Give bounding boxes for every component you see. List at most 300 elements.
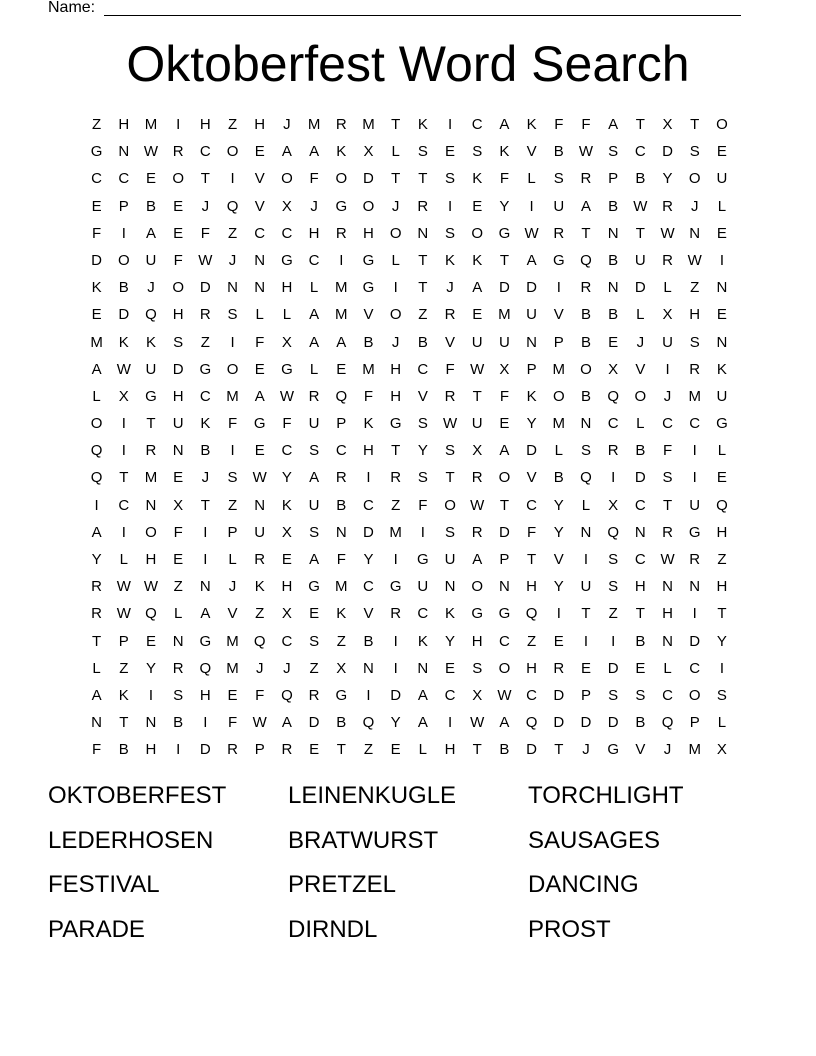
grid-letter: K bbox=[417, 116, 428, 133]
grid-letter: E bbox=[227, 686, 238, 704]
grid-letter: Z bbox=[227, 224, 238, 242]
grid-letter: B bbox=[635, 632, 646, 650]
grid-letter: X bbox=[499, 360, 510, 378]
grid-letter: Y bbox=[145, 659, 156, 677]
grid-letter: N bbox=[145, 496, 157, 514]
grid-letter: E bbox=[472, 306, 483, 324]
grid-letter: N bbox=[526, 333, 538, 351]
grid-letter: N bbox=[444, 578, 456, 596]
grid-letter: C bbox=[118, 170, 130, 188]
grid-letter: F bbox=[282, 415, 292, 433]
grid-letter: Y bbox=[662, 170, 673, 188]
grid-letter: U bbox=[634, 251, 646, 269]
grid-letter: V bbox=[254, 197, 265, 215]
grid-letter: G bbox=[335, 686, 348, 704]
grid-letter: W bbox=[143, 143, 159, 161]
grid-letter: B bbox=[336, 496, 347, 514]
grid-letter: S bbox=[553, 170, 564, 188]
grid-letter: W bbox=[470, 360, 485, 378]
grid-letter: O bbox=[580, 360, 592, 378]
grid-letter: R bbox=[199, 306, 211, 324]
grid-letter: G bbox=[389, 415, 402, 433]
grid-letter: I bbox=[719, 251, 724, 269]
grid-letter: P bbox=[580, 686, 591, 704]
grid-letter: W bbox=[116, 605, 131, 623]
grid-letter: V bbox=[363, 605, 374, 623]
grid-letter: E bbox=[553, 632, 564, 650]
grid-letter: X bbox=[472, 686, 483, 704]
grid-letter: N bbox=[607, 279, 619, 297]
grid-letter: M bbox=[688, 387, 701, 405]
grid-letter: S bbox=[173, 686, 184, 704]
grid-letter: N bbox=[689, 578, 701, 596]
grid-letter: E bbox=[336, 360, 347, 378]
grid-letter: X bbox=[608, 496, 619, 514]
grid-letter: K bbox=[363, 415, 374, 433]
grid-letter: J bbox=[663, 741, 672, 759]
grid-letter: E bbox=[716, 306, 727, 324]
grid-letter: T bbox=[92, 632, 102, 650]
grid-letter: R bbox=[227, 741, 238, 759]
grid-letter: J bbox=[255, 659, 264, 677]
grid-letter: M bbox=[498, 306, 511, 324]
grid-letter: N bbox=[172, 632, 184, 650]
grid-letter: H bbox=[172, 306, 184, 324]
grid-letter: T bbox=[119, 714, 129, 732]
grid-letter: D bbox=[580, 714, 592, 732]
grid-letter: Y bbox=[553, 496, 564, 514]
grid-letter: L bbox=[554, 442, 563, 460]
grid-letter: D bbox=[526, 741, 538, 759]
grid-letter: C bbox=[91, 170, 103, 188]
grid-letter: H bbox=[716, 578, 728, 596]
grid-letter: N bbox=[254, 279, 266, 297]
grid-letter: V bbox=[635, 360, 646, 378]
grid-letter: N bbox=[580, 415, 592, 433]
grid-letter: D bbox=[308, 714, 320, 732]
grid-letter: J bbox=[690, 197, 699, 215]
grid-letter: F bbox=[336, 551, 346, 568]
grid-letter: D bbox=[634, 279, 646, 297]
grid-letter: A bbox=[417, 686, 428, 704]
grid-letter: F bbox=[255, 686, 265, 704]
word-list-item: DANCING bbox=[528, 871, 639, 898]
grid-letter: Q bbox=[525, 605, 538, 623]
grid-letter: L bbox=[92, 659, 101, 677]
grid-letter: I bbox=[692, 605, 697, 623]
grid-letter: T bbox=[391, 442, 401, 460]
grid-letter: X bbox=[716, 741, 727, 759]
grid-letter: F bbox=[200, 224, 210, 242]
grid-letter: Y bbox=[91, 551, 102, 568]
word-list-item: PARADE bbox=[48, 915, 145, 943]
grid-letter: R bbox=[662, 251, 673, 269]
grid-letter: A bbox=[200, 605, 211, 623]
grid-letter: J bbox=[663, 387, 672, 405]
grid-letter: J bbox=[147, 279, 155, 297]
grid-letter: I bbox=[420, 523, 425, 541]
grid-letter: R bbox=[281, 741, 293, 759]
grid-letter: R bbox=[172, 659, 184, 677]
grid-letter: D bbox=[172, 360, 184, 378]
grid-letter: S bbox=[309, 632, 320, 650]
word-list-item: SAUSAGES bbox=[528, 826, 661, 854]
grid-letter: B bbox=[499, 741, 510, 759]
grid-letter: W bbox=[633, 197, 648, 215]
grid-letter: Z bbox=[227, 496, 238, 514]
grid-letter: C bbox=[417, 360, 429, 378]
grid-letter: E bbox=[173, 224, 184, 242]
grid-letter: B bbox=[580, 333, 591, 351]
grid-letter: T bbox=[418, 251, 428, 269]
grid-letter: R bbox=[662, 523, 673, 541]
grid-letter: D bbox=[498, 523, 510, 541]
grid-letter: O bbox=[552, 387, 565, 405]
grid-letter: R bbox=[390, 605, 402, 623]
grid-letter: G bbox=[498, 224, 511, 242]
grid-letter: C bbox=[199, 387, 211, 405]
grid-letter: I bbox=[366, 686, 371, 704]
grid-letter: X bbox=[281, 197, 292, 215]
grid-letter: J bbox=[201, 197, 210, 215]
grid-letter: W bbox=[279, 387, 294, 405]
grid-letter: R bbox=[471, 523, 483, 541]
grid-letter: O bbox=[498, 469, 511, 487]
grid-letter: C bbox=[254, 224, 266, 242]
grid-letter: O bbox=[172, 170, 184, 188]
grid-letter: L bbox=[282, 306, 292, 324]
grid-letter: G bbox=[281, 360, 293, 378]
grid-letter: V bbox=[363, 306, 374, 324]
grid-letter: M bbox=[552, 415, 566, 433]
grid-letter: Q bbox=[362, 714, 375, 732]
grid-letter: L bbox=[228, 551, 237, 568]
grid-letter: R bbox=[145, 442, 157, 460]
grid-letter: C bbox=[363, 578, 374, 596]
grid-letter: A bbox=[417, 714, 428, 732]
grid-letter: G bbox=[362, 279, 375, 297]
grid-letter: Z bbox=[255, 605, 265, 623]
grid-letter: A bbox=[309, 306, 320, 324]
grid-letter: R bbox=[444, 306, 456, 324]
grid-letter: H bbox=[199, 116, 211, 133]
grid-letter: E bbox=[145, 632, 156, 650]
grid-letter: E bbox=[254, 442, 265, 460]
grid-letter: F bbox=[418, 496, 428, 514]
grid-letter: W bbox=[252, 714, 267, 732]
grid-letter: I bbox=[230, 170, 235, 188]
grid-letter: A bbox=[91, 523, 102, 541]
grid-letter: T bbox=[472, 387, 482, 405]
grid-letter: X bbox=[472, 442, 483, 460]
grid-letter: D bbox=[662, 143, 673, 161]
grid-letter: M bbox=[688, 741, 701, 759]
grid-letter: X bbox=[363, 143, 374, 161]
grid-letter: S bbox=[309, 523, 320, 541]
grid-letter: Z bbox=[200, 333, 210, 351]
grid-letter: M bbox=[362, 116, 375, 133]
grid-letter: Z bbox=[363, 741, 374, 759]
grid-letter: T bbox=[391, 170, 401, 188]
grid-letter: R bbox=[308, 387, 320, 405]
grid-letter: I bbox=[176, 741, 181, 759]
grid-letter: O bbox=[688, 170, 701, 188]
grid-letter: F bbox=[554, 116, 564, 133]
grid-letter: I bbox=[203, 523, 208, 541]
grid-letter: D bbox=[607, 714, 619, 732]
grid-letter: H bbox=[471, 632, 483, 650]
grid-letter: Q bbox=[90, 469, 103, 487]
grid-letter: U bbox=[689, 496, 701, 514]
grid-letter: L bbox=[391, 251, 400, 269]
grid-letter: B bbox=[553, 143, 564, 161]
grid-letter: S bbox=[689, 143, 700, 161]
grid-letter: C bbox=[308, 251, 320, 269]
grid-letter: L bbox=[581, 496, 591, 514]
grid-letter: T bbox=[635, 116, 645, 133]
grid-letter: R bbox=[607, 442, 619, 460]
grid-letter: Z bbox=[418, 306, 428, 324]
grid-letter: Q bbox=[525, 714, 538, 732]
grid-letter: T bbox=[499, 251, 509, 269]
grid-letter: P bbox=[526, 360, 537, 378]
grid-letter: A bbox=[580, 197, 591, 215]
grid-letter: R bbox=[580, 170, 592, 188]
grid-letter: M bbox=[389, 523, 402, 541]
grid-letter: D bbox=[199, 741, 211, 759]
grid-letter: E bbox=[716, 224, 727, 242]
grid-letter: N bbox=[716, 333, 728, 351]
grid-letter: S bbox=[445, 523, 456, 541]
grid-letter: N bbox=[607, 224, 619, 242]
grid-letter: Q bbox=[335, 387, 348, 405]
grid-letter: C bbox=[498, 632, 510, 650]
grid-letter: Y bbox=[716, 632, 727, 650]
grid-letter: X bbox=[281, 333, 292, 351]
grid-letter: I bbox=[121, 442, 126, 460]
grid-letter: Z bbox=[227, 116, 238, 133]
grid-letter: C bbox=[281, 632, 293, 650]
grid-letter: U bbox=[580, 578, 592, 596]
grid-letter: M bbox=[144, 469, 158, 487]
grid-letter: P bbox=[553, 333, 564, 351]
grid-letter: S bbox=[417, 143, 428, 161]
grid-letter: T bbox=[635, 224, 645, 242]
grid-letter: C bbox=[662, 686, 673, 704]
grid-letter: R bbox=[172, 143, 184, 161]
grid-letter: P bbox=[608, 170, 619, 188]
grid-letter: T bbox=[717, 605, 727, 623]
grid-letter: I bbox=[366, 469, 371, 487]
grid-letter: P bbox=[118, 197, 129, 215]
grid-letter: X bbox=[662, 116, 673, 133]
grid-letter: U bbox=[254, 523, 266, 541]
grid-letter: T bbox=[527, 551, 537, 568]
grid-letter: I bbox=[94, 496, 99, 514]
grid-letter: M bbox=[362, 360, 375, 378]
grid-letter: S bbox=[173, 333, 184, 351]
grid-letter: I bbox=[556, 279, 561, 297]
grid-letter: E bbox=[91, 306, 102, 324]
grid-letter: A bbox=[254, 387, 265, 405]
grid-letter: P bbox=[118, 632, 129, 650]
word-list-item: LEINENKUGLE bbox=[288, 782, 457, 809]
grid-letter: B bbox=[580, 387, 591, 405]
word-list-item: PROST bbox=[528, 915, 611, 943]
grid-letter: T bbox=[662, 496, 673, 514]
grid-letter: R bbox=[91, 605, 103, 623]
grid-letter: S bbox=[689, 333, 700, 351]
grid-letter: H bbox=[308, 224, 320, 242]
grid-letter: G bbox=[471, 605, 484, 623]
grid-letter: B bbox=[635, 714, 646, 732]
grid-letter: W bbox=[198, 251, 213, 269]
grid-letter: O bbox=[716, 116, 728, 133]
grid-letter: A bbox=[608, 116, 619, 133]
grid-letter: K bbox=[417, 632, 428, 650]
grid-letter: L bbox=[92, 387, 101, 405]
grid-letter: I bbox=[148, 686, 154, 704]
grid-letter: H bbox=[390, 387, 402, 405]
grid-letter: K bbox=[445, 251, 456, 269]
grid-letter: P bbox=[336, 415, 347, 433]
grid-letter: N bbox=[689, 224, 701, 242]
grid-letter: A bbox=[309, 333, 320, 351]
name-label: Name: bbox=[48, 0, 96, 16]
grid-letter: H bbox=[281, 578, 293, 596]
grid-letter: V bbox=[227, 605, 238, 623]
grid-letter: L bbox=[418, 741, 428, 759]
grid-letter: O bbox=[335, 170, 348, 188]
grid-letter: D bbox=[553, 686, 565, 704]
grid-letter: C bbox=[444, 686, 456, 704]
grid-letter: I bbox=[393, 279, 398, 297]
grid-letter: C bbox=[526, 496, 538, 514]
grid-letter: I bbox=[176, 116, 181, 133]
grid-letter: H bbox=[145, 741, 157, 759]
grid-letter: S bbox=[662, 469, 673, 487]
grid-letter: E bbox=[390, 741, 401, 759]
grid-letter: Y bbox=[363, 551, 374, 568]
grid-letter: R bbox=[553, 659, 565, 677]
grid-letter: E bbox=[173, 469, 184, 487]
grid-letter: G bbox=[145, 387, 157, 405]
grid-letter: Y bbox=[417, 442, 428, 460]
grid-letter: Q bbox=[145, 605, 157, 623]
grid-letter: I bbox=[665, 360, 670, 378]
grid-letter: D bbox=[199, 279, 211, 297]
grid-letter: A bbox=[499, 714, 510, 732]
grid-letter: I bbox=[339, 251, 344, 269]
grid-letter: K bbox=[526, 387, 537, 405]
grid-letter: J bbox=[636, 333, 645, 351]
grid-letter: G bbox=[90, 143, 103, 161]
grid-letter: D bbox=[118, 306, 130, 324]
grid-letter: L bbox=[636, 415, 645, 433]
grid-letter: X bbox=[173, 496, 184, 514]
grid-letter: A bbox=[281, 714, 292, 732]
grid-letter: M bbox=[335, 578, 348, 596]
grid-letter: I bbox=[529, 197, 534, 215]
word-list-item: FESTIVAL bbox=[48, 871, 160, 898]
grid-letter: E bbox=[173, 551, 184, 568]
word-list-item: OKTOBERFEST bbox=[48, 782, 227, 809]
grid-letter: X bbox=[336, 659, 347, 677]
grid-letter: C bbox=[335, 442, 347, 460]
grid-letter: T bbox=[336, 741, 346, 759]
grid-letter: S bbox=[472, 143, 483, 161]
grid-letter: B bbox=[336, 714, 347, 732]
grid-letter: N bbox=[254, 496, 266, 514]
grid-letter: N bbox=[634, 523, 646, 541]
grid-letter: H bbox=[689, 306, 701, 324]
grid-letter: E bbox=[145, 170, 156, 188]
word-list-item: BRATWURST bbox=[288, 826, 439, 854]
grid-letter: Z bbox=[309, 659, 319, 677]
grid-letter: U bbox=[172, 415, 184, 433]
grid-letter: O bbox=[688, 686, 701, 704]
grid-letter: L bbox=[663, 279, 672, 297]
grid-letter: C bbox=[471, 116, 483, 133]
grid-letter: I bbox=[393, 632, 398, 650]
grid-letter: Y bbox=[553, 523, 564, 541]
grid-letter: V bbox=[526, 143, 537, 161]
grid-letter: F bbox=[173, 523, 183, 541]
grid-letter: W bbox=[470, 714, 485, 732]
grid-letter: J bbox=[283, 659, 291, 677]
grid-letter: N bbox=[417, 659, 429, 677]
grid-letter: U bbox=[553, 197, 565, 215]
grid-letter: Z bbox=[92, 116, 102, 133]
grid-letter: E bbox=[309, 741, 320, 759]
grid-letter: A bbox=[472, 551, 483, 568]
grid-letter: D bbox=[363, 170, 374, 188]
grid-letter: F bbox=[173, 251, 183, 269]
grid-letter: R bbox=[91, 578, 103, 596]
grid-letter: C bbox=[634, 143, 646, 161]
grid-letter: K bbox=[254, 578, 265, 596]
grid-letter: T bbox=[391, 116, 401, 133]
grid-letter: L bbox=[717, 714, 727, 732]
grid-letter: B bbox=[118, 741, 129, 759]
word-list-item: TORCHLIGHT bbox=[528, 782, 684, 809]
grid-letter: G bbox=[552, 251, 565, 269]
grid-letter: I bbox=[692, 442, 697, 460]
grid-letter: O bbox=[471, 578, 484, 596]
grid-letter: M bbox=[335, 306, 348, 324]
grid-letter: D bbox=[607, 659, 619, 677]
grid-letter: Z bbox=[717, 551, 727, 568]
grid-letter: F bbox=[255, 333, 265, 351]
grid-letter: R bbox=[580, 279, 592, 297]
grid-letter: N bbox=[227, 279, 238, 297]
grid-letter: A bbox=[281, 143, 292, 161]
grid-letter: H bbox=[662, 605, 673, 623]
grid-letter: P bbox=[689, 714, 700, 732]
grid-letter: V bbox=[553, 306, 564, 324]
grid-letter: R bbox=[335, 116, 347, 133]
grid-letter: G bbox=[199, 360, 212, 378]
grid-letter: U bbox=[308, 415, 320, 433]
grid-letter: X bbox=[281, 605, 292, 623]
grid-letter: O bbox=[634, 387, 647, 405]
grid-letter: S bbox=[227, 469, 238, 487]
grid-letter: J bbox=[228, 578, 237, 596]
grid-letter: G bbox=[281, 251, 293, 269]
grid-letter: E bbox=[499, 415, 510, 433]
grid-letter: T bbox=[200, 496, 210, 514]
grid-letter: O bbox=[90, 415, 103, 433]
